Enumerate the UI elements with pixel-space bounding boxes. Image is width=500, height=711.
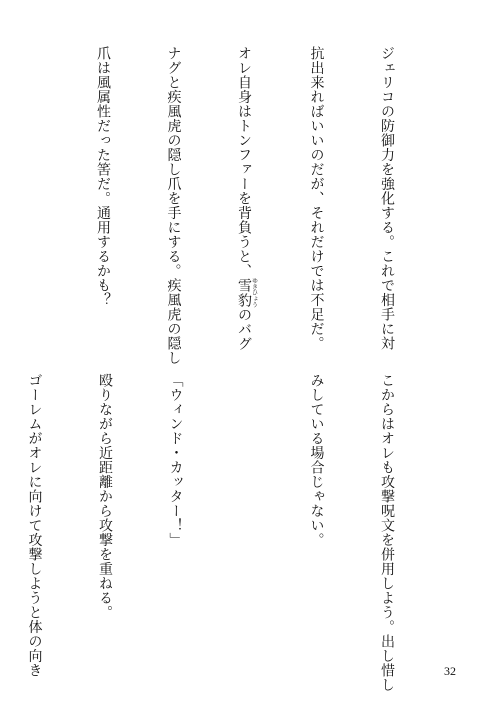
text-line: 爪は風属性だった筈だ。通用するかも？ <box>95 46 111 307</box>
text-fragment: オレ自身はトンファーを背負うと、 <box>236 46 252 278</box>
text-line: ジェリコの防御力を強化する。これで相手に対 <box>379 46 395 351</box>
text-line <box>232 46 258 351</box>
text-line: 「ウィンド・カッター！」 <box>167 373 184 547</box>
ruby-word: 雪豹ゆきひょう <box>236 277 258 308</box>
text-line: 抗出来ればいいのだが、それだけでは不足だ。 <box>308 46 325 351</box>
text-line: ナグと疾風虎の隠し爪を手にする。疾風虎の隠し <box>165 46 182 365</box>
blank-line <box>234 373 258 661</box>
text-line: ゴーレムがオレに向けて攻撃しようと体の向き <box>26 373 43 678</box>
text-fragment: のバグ <box>236 307 252 351</box>
page-number: 32 <box>444 664 456 678</box>
top-text-block <box>45 46 445 365</box>
text-line: こからはオレも攻撃呪文を併用しよう。出し惜し <box>379 373 395 692</box>
bottom-text-block <box>26 373 445 692</box>
blank-line <box>20 46 44 346</box>
text-line: みしている場合じゃない。 <box>308 373 325 547</box>
text-line: 殴りながら近距離から攻撃を重ねる。 <box>97 373 113 620</box>
